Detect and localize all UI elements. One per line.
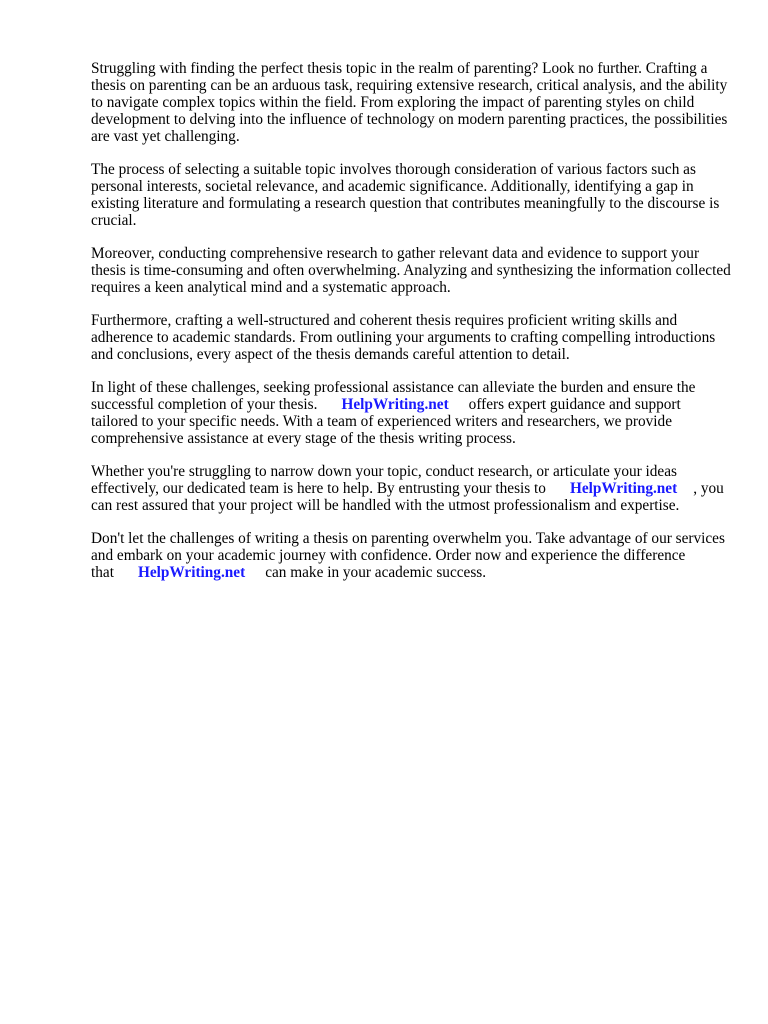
paragraph-team	[91, 463, 731, 514]
paragraph-assistance-after: offers expert guidance and support tailored to your specific needs. With a team of experienced writers and researchers, we provide comprehensive assistance at every stage of the thesis writing process.	[91, 396, 681, 447]
paragraph-closing-after: can make in your academic success.	[265, 564, 487, 581]
paragraph-assistance	[91, 379, 731, 447]
paragraph-closing-before: Don't let the challenges of writing a thesis on parenting overwhelm you. Take advantage of our services and embark on your academic journey with confidence. Order now and experience the difference that	[91, 530, 725, 581]
paragraph-team-before: Whether you're struggling to narrow down your topic, conduct research, or articulate your ideas effectively, our dedicated team is here to help. By entrusting your thesis to	[91, 463, 677, 497]
helpwriting-link[interactable]: HelpWriting.net	[137, 564, 246, 581]
paragraph-research: Moreover, conducting comprehensive research to gather relevant data and evidence to support your thesis is time-consuming and often overwhelming. Analyzing and synthesizing the information collected requires a keen analytical mind and a systematic approach.	[91, 245, 731, 296]
paragraph-intro: Struggling with finding the perfect thesis topic in the realm of parenting? Look no further. Crafting a thesis on parenting can be an arduous task, requiring extensive research, critical analysis, and the ability to navigate complex topics within the field. From exploring the impact of parenting styles on child development to delving into the influence of technology on modern parenting practices, the possibilities are vast yet challenging.	[91, 60, 728, 145]
helpwriting-link[interactable]: HelpWriting.net	[341, 396, 449, 413]
paragraph-team-after: , you can rest assured that your project will be handled with the utmost professionalism and expertise.	[91, 480, 724, 514]
paragraph-topic-selection: The process of selecting a suitable topic involves thorough consideration of various factors such as personal interests, societal relevance, and academic significance. Additionally, identifying a gap in existing literature and formulating a research question that contributes meaningfully to the discourse is crucial.	[91, 161, 720, 229]
paragraph-assistance-before: In light of these challenges, seeking professional assistance can alleviate the burden and ensure the successful completion of your thesis.	[91, 379, 696, 413]
paragraph-writing: Furthermore, crafting a well-structured and coherent thesis requires proficient writing skills and adherence to academic standards. From outlining your arguments to crafting compelling introductions and conclusions, every aspect of the thesis demands careful attention to detail.	[91, 312, 716, 363]
paragraph-closing	[91, 530, 731, 581]
document-body	[91, 60, 731, 597]
helpwriting-link[interactable]: HelpWriting.net	[569, 480, 678, 497]
